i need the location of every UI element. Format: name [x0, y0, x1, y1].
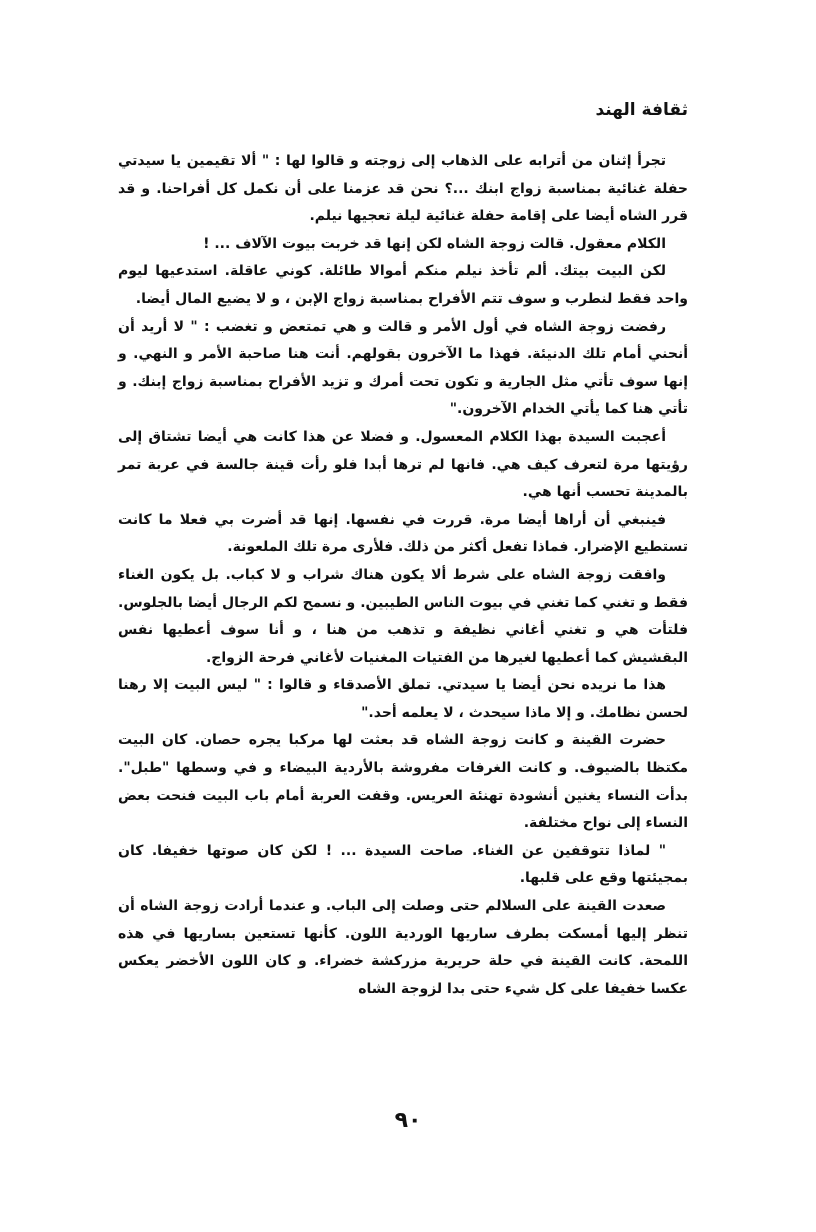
- paragraph: صعدت القينة على السلالم حتى وصلت إلى الباب. و عندما أرادت زوجة الشاه أن تنظر إليها أمسكت بطرف ساريها الوردية اللون. كأنها تستعين بساريها في هذه اللمحة. كانت القينة في حلة حريرية مزركشة خضراء. و كان اللون الأخضر يعكس عكسا خفيفا على كل شيء حتى بدا لزوجة الشاه: [118, 898, 688, 997]
- paragraph: تجرأ إثنان من أترابه على الذهاب إلى زوجته و قالوا لها : " ألا تقيمين يا سيدتي حفلة غنائية بمناسبة زواج ابنك ...؟ نحن قد عزمنا على أن نكمل كل أفراحنا. و قد قرر الشاه أيضا على إقامة حفلة غنائية ليلة تعجيها نيلم.: [118, 153, 688, 225]
- paragraph: الكلام معقول. قالت زوجة الشاه لكن إنها قد خربت بيوت الآلاف ... !: [203, 235, 666, 252]
- paragraph: فينبغي أن أراها أيضا مرة. قررت في نفسها. إنها قد أضرت بي فعلا ما كانت تستطيع الإضرار. فماذا تفعل أكثر من ذلك. فلأرى مرة تلك الملعونة.: [118, 511, 688, 556]
- page-number: ٩٠: [394, 1108, 422, 1133]
- paragraph: رفضت زوجة الشاه في أول الأمر و قالت و هي تمتعض و تغضب : " لا أريد أن أنحني أمام تلك الدنيئة. فهذا ما الآخرون بقولهم. أنت هنا صاحبة الأمر و النهي. و إنها سوف تأتي مثل الجارية و تكون تحت أمرك و تزيد الأفراح بمناسبة زواج إبنك. و تأتي هنا كما يأتي الخدام الآخرون.": [118, 318, 688, 418]
- paragraph: حضرت القينة و كانت زوجة الشاه قد بعثت لها مركبا يجره حصان. كان البيت مكتظا بالضيوف. و كانت الغرفات مفروشة بالأردية البيضاء و في وسطها "طبل". بدأت النساء يغنين أنشودة تهنئة العريس. وقفت العربة أمام باب البيت فنحت بعض النساء إلى نواح مختلفة.: [118, 732, 688, 832]
- paragraph: أعجبت السيدة بهذا الكلام المعسول. و فضلا عن هذا كانت هي أيضا تشتاق إلى رؤيتها مرة لتعرف كيف هي. فانها لم ترها أبدا فلو رأت قينة جالسة في عربة تمر بالمدينة تحسب أنها هي.: [118, 428, 688, 501]
- paragraph: هذا ما نريده نحن أيضا يا سيدتي. تملق الأصدقاء و قالوا : " ليس البيت إلا رهنا لحسن نظامك. و إلا ماذا سيحدث ، لا يعلمه أحد.": [118, 677, 688, 721]
- running-header: ثقافة الهند: [595, 100, 688, 120]
- paragraph: " لماذا تتوقفين عن الغناء. صاحت السيدة ... ! لكن كان صوتها خفيفا. كان بمجيئتها وقع على قلبها.: [118, 842, 688, 887]
- body-text: [118, 148, 688, 1003]
- paragraph: لكن البيت بيتك. ألم تأخذ نيلم منكم أموالا طائلة. كوني عاقلة. استدعيها ليوم واحد فقط لنطرب و سوف تتم الأفراح بمناسبة زواج الإبن ، و لا يضيع المال أيضا.: [118, 263, 688, 307]
- paragraph: وافقت زوجة الشاه على شرط ألا يكون هناك شراب و لا كباب. بل يكون الغناء فقط و تغني كما تغني في بيوت الناس الطيبين. و نسمح لكم الرجال أيضا بالجلوس. فلتأت هي و تغني أغاني نظيفة و تذهب من هنا ، و أنا سوف أعطيها نفس البقشيش كما أعطيها لغيرها من الفتيات المغنيات لأغاني فرحة الزواج.: [118, 566, 688, 666]
